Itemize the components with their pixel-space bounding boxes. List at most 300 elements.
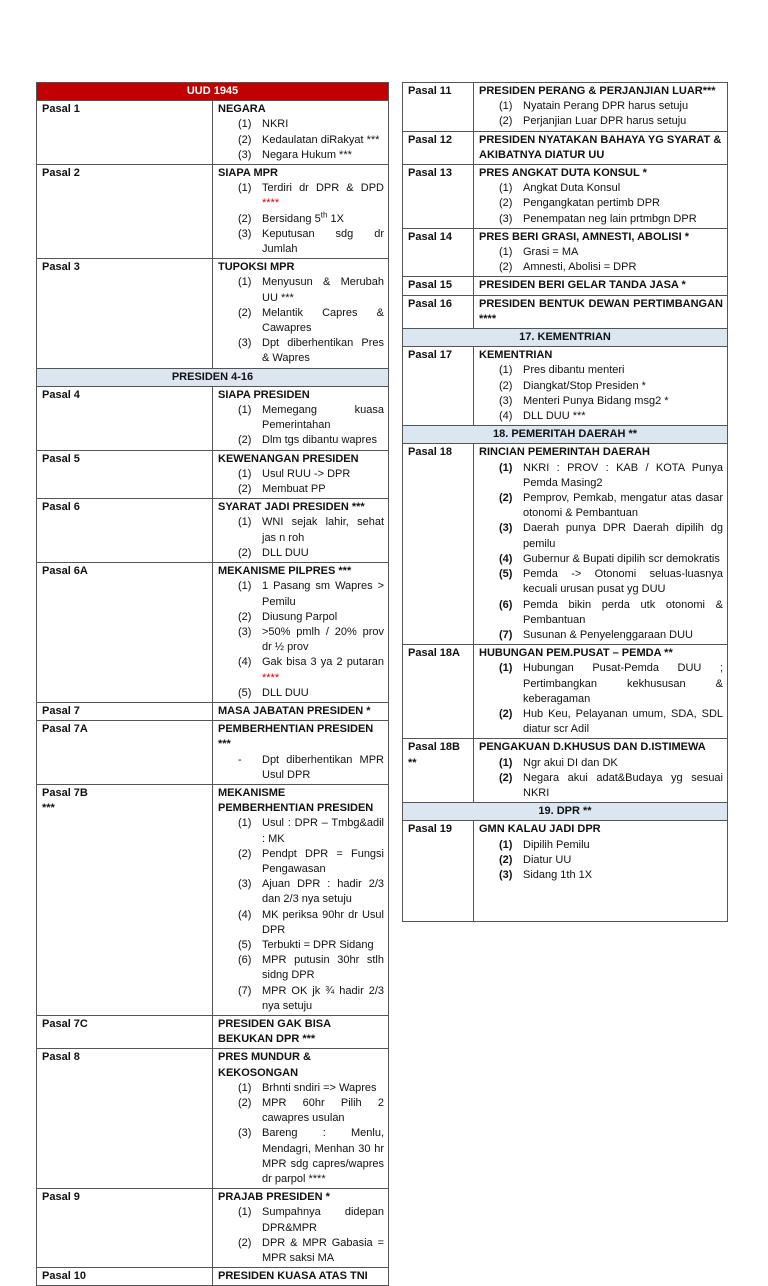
- pasal-heading: MASA JABATAN PRESIDEN *: [218, 704, 371, 717]
- item-list: [218, 275, 384, 366]
- pasal-content: [474, 83, 728, 132]
- pasal-cell: [403, 83, 474, 132]
- item-text-wrap: [262, 306, 384, 336]
- pasal-heading: PENGAKUAN D.KHUSUS DAN D.ISTIMEWA: [479, 741, 706, 754]
- pasal-cell: [37, 499, 213, 563]
- item-text-wrap: [523, 567, 723, 597]
- item-list: [479, 99, 723, 129]
- pasal-label: Pasal 2: [42, 167, 80, 180]
- pasal-content: [474, 739, 728, 803]
- pasal-content: [474, 131, 728, 164]
- pasal-label: Pasal 3: [42, 261, 80, 274]
- pasal-content: [213, 259, 389, 368]
- item-text: Ajuan DPR : hadir 2/3 dan 2/3 nya setuju: [262, 878, 384, 906]
- item-number: (2): [499, 492, 513, 505]
- pasal-heading: MEKANISME PILPRES ***: [218, 565, 352, 578]
- pasal-heading: PRES MUNDUR & KEKOSONGAN: [218, 1051, 311, 1079]
- item-text-wrap: [523, 181, 723, 196]
- section-band: [403, 803, 728, 821]
- item-text-wrap: [262, 753, 384, 783]
- pasal-label: Pasal 7A: [42, 723, 88, 736]
- item-list: [479, 661, 723, 737]
- item-text: Bareng : Menlu, Mendagri, Menhan 30 hr MPR sdg capres/wapres dr parpol ****: [262, 1127, 384, 1186]
- item-number: (1): [238, 276, 252, 289]
- item-text-wrap: [523, 598, 723, 628]
- pasal-row: [37, 1268, 389, 1286]
- item-text-after: 1X: [327, 212, 344, 225]
- item-number: (1): [238, 516, 252, 529]
- item-text-wrap: [523, 394, 723, 409]
- item-text-wrap: [262, 625, 384, 655]
- pasal-content: [213, 386, 389, 450]
- item-text-wrap: [523, 379, 723, 394]
- item-number: (2): [499, 771, 513, 784]
- pasal-label: Pasal 16: [408, 297, 453, 310]
- pasal-content: [213, 165, 389, 259]
- item-text-wrap: [262, 209, 384, 227]
- list-item: [218, 816, 384, 846]
- pasal-row: [37, 101, 389, 165]
- pasal-row: [403, 83, 728, 132]
- list-item: [218, 117, 384, 132]
- pasal-label: Pasal 5: [42, 452, 80, 465]
- item-text: Pendpt DPR = Fungsi Pengawasan: [262, 847, 384, 875]
- pasal-cell: [37, 563, 213, 703]
- list-item: [218, 610, 384, 625]
- item-text: Menteri Punya Bidang msg2 *: [523, 394, 669, 407]
- pasal-heading: PRESIDEN BENTUK DEWAN PERTIMBANGAN ****: [479, 297, 723, 325]
- item-number: (7): [238, 984, 252, 997]
- pasal-row: [37, 165, 389, 259]
- pasal-label: Pasal 7: [42, 704, 80, 717]
- item-number: (1): [238, 1206, 252, 1219]
- pasal-label: Pasal 19: [408, 823, 453, 836]
- pasal-heading: PRESIDEN GAK BISA BEKUKAN DPR ***: [218, 1017, 331, 1046]
- pasal-label: Pasal 10: [42, 1270, 87, 1283]
- pasal-content: [213, 1049, 389, 1189]
- pasal-content: [474, 821, 728, 922]
- list-item: [479, 756, 723, 771]
- list-item: [218, 625, 384, 655]
- uud-table-right: [402, 82, 728, 922]
- item-text-wrap: [262, 1096, 384, 1126]
- item-number: (2): [238, 1236, 252, 1249]
- item-text-wrap: [523, 114, 723, 129]
- item-text-wrap: [523, 661, 723, 707]
- item-text: Negara Hukum ***: [262, 148, 352, 161]
- item-text: WNI sejak lahir, sehat jas n roh: [262, 516, 384, 544]
- pasal-row: [403, 295, 728, 328]
- item-text: Angkat Duta Konsul: [523, 182, 621, 195]
- pasal-heading: PEMBERHENTIAN PRESIDEN ***: [218, 723, 374, 751]
- pasal-heading: PRES BERI GRASI, AMNESTI, ABOLISI *: [479, 230, 690, 243]
- section-title: 17. KEMENTRIAN: [403, 329, 728, 347]
- item-list: [218, 1205, 384, 1266]
- pasal-label: Pasal 11: [408, 85, 452, 97]
- list-item: [218, 579, 384, 609]
- item-number: (1): [499, 756, 513, 769]
- pasal-row: [37, 784, 389, 1015]
- pasal-heading: PRESIDEN BERI GELAR TANDA JASA *: [479, 279, 686, 292]
- item-text-wrap: [523, 99, 723, 114]
- item-text: Kedaulatan diRakyat ***: [262, 133, 380, 146]
- pasal-content: [474, 295, 728, 328]
- item-text-wrap: [523, 707, 723, 737]
- item-text-wrap: [523, 212, 723, 227]
- pasal-heading: RINCIAN PEMERINTAH DAERAH: [479, 446, 650, 459]
- pasal-heading: SYARAT JADI PRESIDEN ***: [218, 501, 365, 514]
- pasal-heading: MEKANISME PEMBERHENTIAN PRESIDEN: [218, 786, 374, 815]
- item-text: Usul : DPR – Tmbg&adil : MK: [262, 817, 384, 845]
- item-number: (7): [499, 628, 513, 641]
- item-number: (2): [238, 610, 252, 623]
- pasal-content: [213, 702, 389, 720]
- item-text-wrap: [523, 552, 723, 567]
- item-text: NKRI: [262, 118, 289, 131]
- item-number: (4): [499, 552, 513, 565]
- pasal-heading: SIAPA MPR: [218, 167, 278, 180]
- pasal-content: [213, 563, 389, 703]
- item-text: Pemda -> Otonomi seluas-luasnya kecuali urusan pusat yg DUU: [523, 568, 723, 596]
- pasal-cell: [403, 165, 474, 229]
- pasal-heading: NEGARA: [218, 103, 266, 116]
- item-text-wrap: [262, 610, 384, 625]
- item-text-wrap: [523, 260, 723, 275]
- pasal-heading: PRESIDEN KUASA ATAS TNI: [218, 1270, 368, 1283]
- pasal-cell: [37, 101, 213, 165]
- pasal-content: [213, 101, 389, 165]
- item-text: DLL DUU ***: [523, 410, 586, 423]
- pasal-label: Pasal 18B: [408, 741, 460, 754]
- pasal-label: Pasal 18A: [408, 647, 460, 660]
- pasal-cell: [37, 1015, 213, 1048]
- item-number: (2): [499, 197, 513, 210]
- list-item: [479, 394, 723, 409]
- item-list: [479, 181, 723, 227]
- list-item: [218, 984, 384, 1014]
- item-text-wrap: [262, 403, 384, 433]
- item-number: (2): [499, 379, 513, 392]
- item-text-wrap: [523, 521, 723, 551]
- pasal-row: [403, 347, 728, 426]
- pasal-label: Pasal 18: [408, 446, 453, 459]
- item-number: (3): [238, 1127, 252, 1140]
- list-item: [218, 877, 384, 907]
- pasal-label: Pasal 6: [42, 501, 80, 514]
- item-text: Diatur UU: [523, 853, 572, 866]
- list-item: [218, 275, 384, 305]
- item-text: Dpt diberhentikan MPR Usul DPR: [262, 753, 384, 781]
- item-text-wrap: [523, 771, 723, 801]
- item-list: [479, 838, 723, 884]
- list-item: [479, 114, 723, 129]
- item-number: (6): [499, 598, 513, 611]
- item-text-wrap: [262, 579, 384, 609]
- item-text: MPR 60hr Pilih 2 cawapres usulan: [262, 1097, 384, 1125]
- item-text: Ngr akui DI dan DK: [523, 756, 618, 769]
- pasal-content: [474, 347, 728, 426]
- list-item: [218, 133, 384, 148]
- pasal-cell: [403, 131, 474, 164]
- list-item: [218, 148, 384, 163]
- item-text-wrap: [523, 363, 723, 378]
- item-number: (2): [238, 434, 252, 447]
- item-text: Membuat PP: [262, 483, 326, 496]
- item-text-wrap: [523, 491, 723, 521]
- pasal-cell: [37, 1268, 213, 1286]
- item-number: (1): [238, 1081, 252, 1094]
- item-text: Gak bisa 3 ya 2 putaran: [262, 656, 384, 669]
- pasal-row: [37, 1189, 389, 1268]
- pasal-cell: [37, 450, 213, 499]
- item-text-wrap: [262, 847, 384, 877]
- item-text-wrap: [523, 196, 723, 211]
- item-text: Keputusan sdg dr Jumlah: [262, 227, 384, 256]
- pasal-content: [213, 721, 389, 785]
- pasal-stars: ***: [42, 802, 55, 815]
- list-item: [479, 409, 723, 424]
- item-list: [218, 181, 384, 257]
- list-item: [479, 99, 723, 114]
- section-title: 19. DPR **: [403, 803, 728, 821]
- item-text: Dlm tgs dibantu wapres: [262, 434, 377, 447]
- right-column: [402, 82, 728, 922]
- item-text-wrap: [262, 336, 384, 366]
- list-item: [218, 467, 384, 482]
- list-item: [218, 546, 384, 561]
- pasal-heading: PRESIDEN NYATAKAN BAHAYA YG SYARAT & AKIBATNYA DIATUR UU: [479, 133, 722, 161]
- pasal-label: Pasal 13: [408, 167, 453, 180]
- pasal-row: [37, 450, 389, 499]
- pasal-cell: [403, 228, 474, 277]
- item-number: (4): [238, 908, 252, 921]
- section-band: [37, 368, 389, 386]
- pasal-label: Pasal 1: [42, 103, 80, 116]
- pasal-row: [37, 702, 389, 720]
- pasal-label: Pasal 7C: [42, 1017, 88, 1030]
- pasal-cell: [37, 702, 213, 720]
- list-item: [218, 908, 384, 938]
- pasal-heading: PRAJAB PRESIDEN *: [218, 1191, 330, 1204]
- section-title: UUD 1945: [37, 83, 389, 101]
- pasal-cell: [403, 277, 474, 295]
- item-text: MPR OK jk ¾ hadir 2/3 nya setuju: [262, 984, 384, 1012]
- item-number: (1): [499, 246, 513, 259]
- item-text-wrap: [262, 133, 384, 148]
- item-text-wrap: [262, 816, 384, 846]
- pasal-label: Pasal 6A: [42, 565, 88, 578]
- item-number: (3): [238, 878, 252, 891]
- item-stars: ****: [262, 197, 280, 210]
- list-item: [479, 212, 723, 227]
- list-item: [218, 1081, 384, 1096]
- pasal-label: Pasal 7B: [42, 786, 88, 799]
- item-number: (1): [238, 580, 252, 593]
- item-text: Hub Keu, Pelayanan umum, SDA, SDL diatur scr Adil: [523, 707, 723, 736]
- pasal-heading: PRES ANGKAT DUTA KONSUL *: [479, 167, 647, 180]
- item-text-wrap: [523, 628, 723, 643]
- item-text: DLL DUU: [262, 546, 309, 559]
- item-text: Diangkat/Stop Presiden *: [523, 379, 646, 392]
- item-text-wrap: [262, 117, 384, 132]
- item-number: (1): [238, 817, 252, 830]
- item-text-wrap: [523, 838, 723, 853]
- list-item: [218, 433, 384, 448]
- item-list: [479, 756, 723, 802]
- item-text: Susunan & Penyelenggaraan DUU: [523, 628, 694, 641]
- list-item: [479, 196, 723, 211]
- section-band: [403, 329, 728, 347]
- list-item: [218, 227, 384, 257]
- item-text: Negara akui adat&Budaya yg sesuai NKRI: [523, 771, 723, 799]
- item-text: Penempatan neg lain prtmbgn DPR: [523, 212, 697, 225]
- list-item: [218, 1096, 384, 1126]
- pasal-label: Pasal 12: [408, 133, 453, 146]
- list-item: [479, 521, 723, 551]
- item-text: NKRI : PROV : KAB / KOTA Punya Pemda Masing2: [523, 461, 723, 489]
- item-text: Bersidang 5: [262, 212, 321, 225]
- pasal-row: [403, 444, 728, 645]
- list-item: [479, 379, 723, 394]
- item-text-wrap: [523, 409, 723, 424]
- item-text-wrap: [262, 1126, 384, 1187]
- item-number: (1): [238, 118, 252, 131]
- list-item: [218, 847, 384, 877]
- list-item: [218, 655, 384, 685]
- item-number: (2): [238, 483, 252, 496]
- item-text-wrap: [262, 275, 384, 305]
- pasal-heading: KEWENANGAN PRESIDEN: [218, 452, 359, 465]
- pasal-cell: [37, 259, 213, 368]
- item-text: Pemda bikin perda utk otonomi & Pembantuan: [523, 598, 723, 626]
- list-item: [479, 838, 723, 853]
- item-number: (3): [238, 625, 252, 638]
- item-text: >50% pmlh / 20% prov dr ½ prov: [262, 625, 384, 654]
- item-text-wrap: [523, 461, 723, 491]
- item-number: (3): [499, 212, 513, 225]
- section-title: PRESIDEN 4-16: [37, 368, 389, 386]
- list-item: [479, 707, 723, 737]
- pasal-cell: [403, 821, 474, 922]
- pasal-row: [37, 721, 389, 785]
- pasal-cell: [403, 444, 474, 645]
- item-number: (1): [499, 461, 513, 474]
- item-text-wrap: [262, 148, 384, 163]
- list-item: [479, 771, 723, 801]
- item-number: (3): [238, 148, 252, 161]
- item-superscript: th: [320, 209, 328, 219]
- pasal-label: Pasal 4: [42, 388, 80, 401]
- item-text: Perjanjian Luar DPR harus setuju: [523, 115, 687, 128]
- item-list: [218, 816, 384, 1014]
- pasal-row: [403, 165, 728, 229]
- item-text: Brhnti sndiri => Wapres: [262, 1081, 377, 1094]
- item-number: (3): [238, 337, 252, 350]
- item-list: [479, 461, 723, 643]
- pasal-row: [37, 1015, 389, 1048]
- item-number: (2): [499, 115, 513, 128]
- list-item: [479, 491, 723, 521]
- list-item: [479, 598, 723, 628]
- item-text-wrap: [262, 227, 384, 257]
- list-item: [479, 628, 723, 643]
- item-text: Grasi = MA: [523, 246, 579, 259]
- pasal-row: [403, 739, 728, 803]
- item-list: [218, 117, 384, 163]
- item-text: Usul RUU -> DPR: [262, 467, 351, 480]
- item-text: Dipilih Pemilu: [523, 838, 590, 851]
- list-item: [218, 181, 384, 211]
- section-band: [403, 426, 728, 444]
- item-text-wrap: [523, 245, 723, 260]
- item-text-wrap: [262, 515, 384, 545]
- left-column: [36, 82, 389, 1286]
- item-text: Nyatain Perang DPR harus setuju: [523, 100, 689, 113]
- list-item: [218, 306, 384, 336]
- pasal-heading: PRESIDEN PERANG & PERJANJIAN LUAR***: [479, 85, 716, 97]
- item-number: (2): [238, 546, 252, 559]
- pasal-cell: [403, 295, 474, 328]
- item-text-wrap: [523, 756, 723, 771]
- list-item: [479, 868, 723, 883]
- item-text: Sidang 1th 1X: [523, 868, 593, 881]
- item-text: Sumpahnya didepan DPR&MPR: [262, 1206, 384, 1234]
- item-number: (2): [238, 306, 252, 319]
- item-stars: ****: [262, 671, 280, 684]
- list-item: [218, 953, 384, 983]
- pasal-label: Pasal 14: [408, 230, 453, 243]
- item-text: DPR & MPR Gabasia = MPR saksi MA: [262, 1236, 384, 1265]
- list-item: [218, 1126, 384, 1187]
- section-band: [37, 83, 389, 101]
- item-number: (1): [238, 182, 252, 195]
- list-item: [218, 686, 384, 701]
- item-number: (2): [238, 1097, 252, 1109]
- item-number: (5): [238, 686, 252, 699]
- pasal-cell: [403, 739, 474, 803]
- item-number: (4): [499, 410, 513, 423]
- list-item: [218, 209, 384, 227]
- list-item: [218, 482, 384, 497]
- item-text: Hubungan Pusat-Pemda DUU ; Pertimbangkan kekhususan & keberagaman: [523, 662, 723, 705]
- list-item: [218, 1236, 384, 1266]
- pasal-heading: SIAPA PRESIDEN: [218, 388, 310, 401]
- pasal-row: [37, 563, 389, 703]
- item-text-wrap: [262, 467, 384, 482]
- section-title: 18. PEMERITAH DAERAH **: [403, 426, 728, 444]
- item-text-wrap: [262, 433, 384, 448]
- pasal-heading: HUBUNGAN PEM.PUSAT – PEMDA **: [479, 647, 673, 660]
- item-number: (2): [499, 853, 513, 866]
- item-number: (3): [499, 522, 513, 535]
- list-item: [479, 461, 723, 491]
- item-list: [218, 515, 384, 561]
- item-text-wrap: [262, 1081, 384, 1096]
- list-item: [218, 515, 384, 545]
- pasal-cell: [37, 721, 213, 785]
- item-number: (1): [499, 364, 513, 377]
- item-number: (5): [499, 568, 513, 581]
- pasal-content: [213, 450, 389, 499]
- item-text: Menyusun & Merubah UU ***: [262, 276, 384, 304]
- item-text: MK periksa 90hr dr Usul DPR: [262, 908, 384, 936]
- pasal-heading: TUPOKSI MPR: [218, 261, 295, 274]
- item-number: -: [238, 753, 242, 766]
- pasal-content: [474, 277, 728, 295]
- pasal-label: Pasal 9: [42, 1191, 80, 1204]
- item-text-wrap: [262, 546, 384, 561]
- pasal-content: [213, 499, 389, 563]
